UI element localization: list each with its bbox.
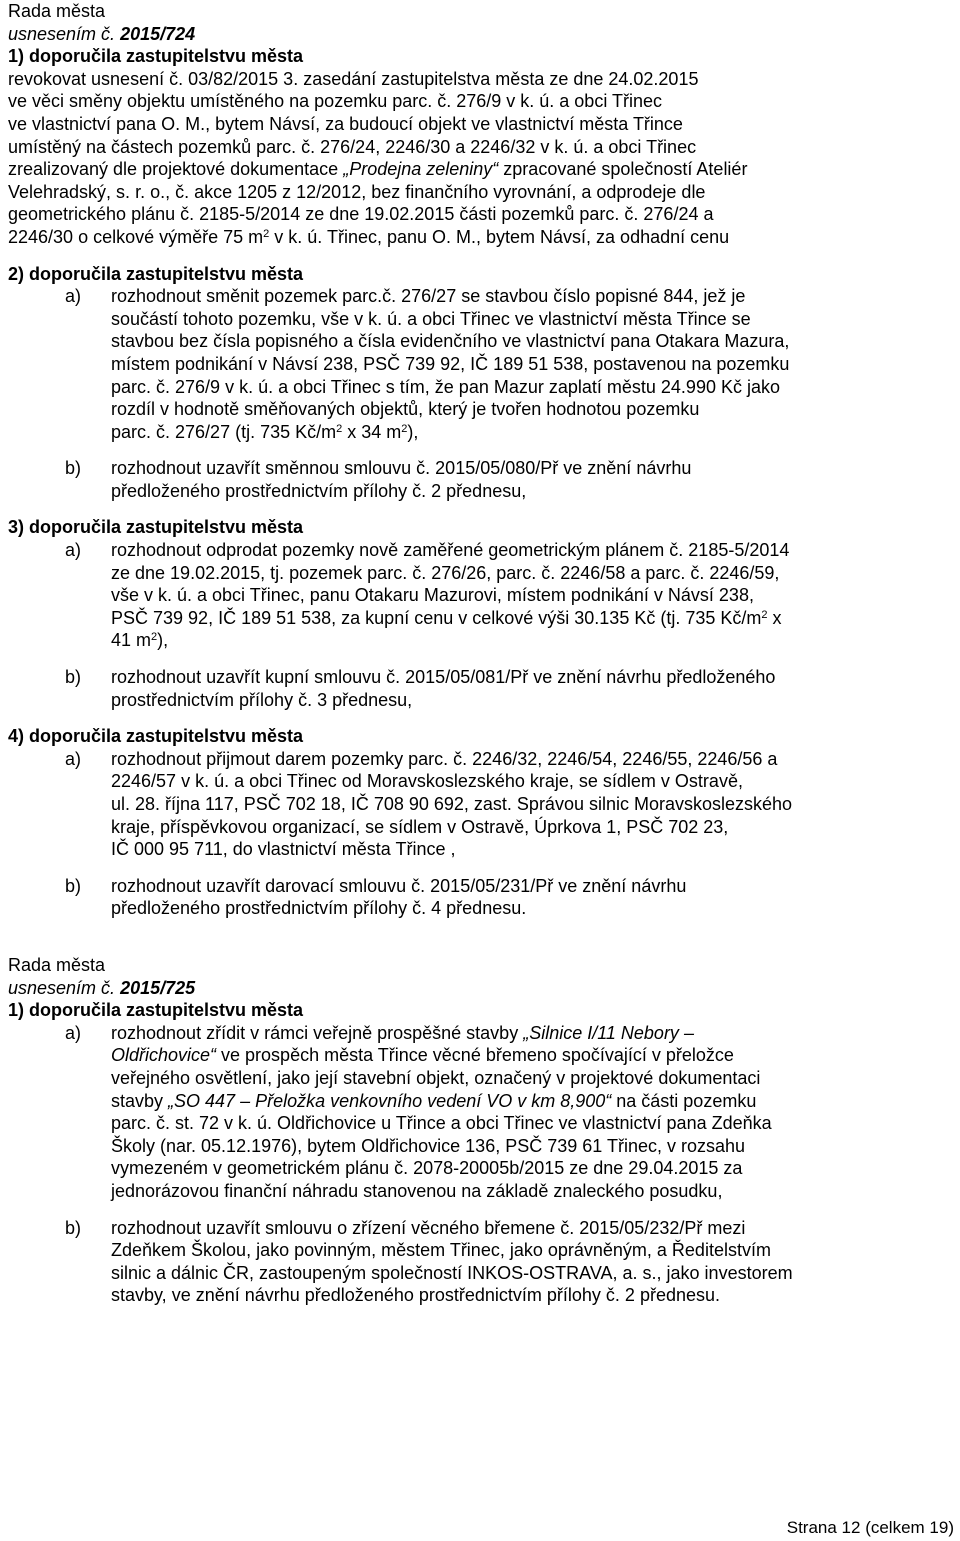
list-item: b) rozhodnout uzavřít darovací smlouvu č. 2015/05/231/Př ve znění návrhu předloženého prostřednictvím přílohy č. 4 přednesu.	[65, 875, 687, 919]
point-heading: 1) doporučila zastupitelstvu města	[8, 1000, 304, 1021]
point-1-text: revokovat usnesení č. 03/82/2015 3. zasedání zastupitelstva města ze dne 24.02.2015 ve věci směny objektu umístěného na pozemku parc. č. 276/9 v k. ú. a obci Třinec ve vlastnictví pana O. M., bytem Návsí, za budoucí objekt ve vlastnictví města Třince umístěný na částech pozemků parc. č. 276/24, 2246/30 a 2246/32 v k. ú. a obci Třinec zrealizovaný dle projektové dokumentace „Prodejna zeleniny“ zpracované společností Ateliér Velehradský, s. r. o., č. akce 1205 z 12/2012, bez finančního vyrovnání, a odprodeje dle geometrického plánu č. 2185-5/2014 ze dne 19.02.2015 části pozemků parc. č. 276/24 a 2246/30 o celkové výměře 75 $m^2$ v k. ú. Třinec, panu O. M., bytem Návsí, za odhadní cenu	[8, 68, 748, 247]
point-heading: 1) doporučila zastupitelstvu města	[8, 46, 304, 67]
resolution-number: usnesením č. 2015/724	[8, 23, 196, 44]
list-item: a) rozhodnout směnit pozemek parc.č. 276/27 se stavbou číslo popisné 844, jež je součástí tohoto pozemku, vše v k. ú. a obci Třinec ve vlastnictví města Třince se stavbou bez čísla popisného a čísla evidenčního ve vlastnictví pana Otakara Mazura, místem podnikání v Návsí 238, PSČ 739 92, IČ 189 51 538, postavenou na pozemku parc. č. 276/9 v k. ú. a obci Třinec s tím, že pan Mazur zaplatí městu 24.990 Kč jako rozdíl v hodnotě směňovaných objektů, který je tvořen hodnotou pozemku parc. č. 276/27 (tj. 735 $Kč/m^2$ x 34 $m^2$),	[65, 286, 790, 442]
point-heading: 2) doporučila zastupitelstvu města	[8, 263, 304, 284]
resolution-2015-725	[8, 954, 956, 1307]
list-item: a) rozhodnout zřídit v rámci veřejně prospěšné stavby „Silnice I/11 Nebory – Oldřichovice“ ve prospěch města Třince věcné břemeno spočívající v přeložce veřejného osvětlení, jako její stavební objekt, označený v projektové dokumentaci stavby „SO 447 – Přeložka venkovního vedení VO v km 8,900“ na části pozemku parc. č. st. 72 v k. ú. Oldřichovice u Třince a obci Třinec ve vlastnictví pana Zdeňka Školy (nar. 05.12.1976), bytem Oldřichovice 136, PSČ 739 61 Třinec, v rozsahu vymezeném v geometrickém plánu č. 2078-20005b/2015 ze dne 29.04.2015 za jednorázovou finanční náhradu stanovenou na základě znaleckého posudku,	[65, 1022, 772, 1201]
resolution-2015-724	[8, 0, 956, 920]
document-page	[8, 0, 956, 1307]
resolution-number: usnesením č. 2015/725	[8, 977, 196, 998]
point-heading: 3) doporučila zastupitelstvu města	[8, 517, 304, 538]
list-item: b) rozhodnout uzavřít smlouvu o zřízení věcného břemene č. 2015/05/232/Př mezi Zdeňkem Školou, jako povinným, městem Třinec, jako oprávněným, a Ředitelstvím silnic a dálnic ČR, zastoupeným společností INKOS-OSTRAVA, a. s., jako investorem stavby, ve znění návrhu předloženého prostřednictvím přílohy č. 2 přednesu.	[65, 1217, 793, 1306]
council-label: Rada města	[8, 1, 106, 21]
page-number: Strana 12 (celkem 19)	[786, 1518, 954, 1537]
list-item: b) rozhodnout uzavřít směnnou smlouvu č. 2015/05/080/Př ve znění návrhu předloženého prostřednictvím přílohy č. 2 přednesu,	[65, 458, 692, 501]
list-item: a) rozhodnout přijmout darem pozemky parc. č. 2246/32, 2246/54, 2246/55, 2246/56 a 2246/57 v k. ú. a obci Třinec od Moravskoslezského kraje, se sídlem v Ostravě, ul. 28. října 117, PSČ 702 18, IČ 708 90 692, zast. Správou silnic Moravskoslezského kraje, příspěvkovou organizací, se sídlem v Ostravě, Úprkova 1, PSČ 702 23, IČ 000 95 711, do vlastnictví města Třince ,	[65, 748, 793, 860]
council-label: Rada města	[8, 954, 106, 975]
list-item: b) rozhodnout uzavřít kupní smlouvu č. 2015/05/081/Př ve znění návrhu předloženého prostřednictvím přílohy č. 3 přednesu,	[65, 667, 776, 710]
list-item: a) rozhodnout odprodat pozemky nově zaměřené geometrickým plánem č. 2185-5/2014 ze dne 19.02.2015, tj. pozemek parc. č. 276/26, parc. č. 2246/58 a parc. č. 2246/59, vše v k. ú. a obci Třinec, panu Otakaru Mazurovi, místem podnikání v Návsí 238, PSČ 739 92, IČ 189 51 538, za kupní cenu v celkové výši 30.135 Kč (tj. 735 $Kč/m^2$ x 41 $m^2$),	[65, 540, 790, 651]
point-heading: 4) doporučila zastupitelstvu města	[8, 726, 304, 747]
